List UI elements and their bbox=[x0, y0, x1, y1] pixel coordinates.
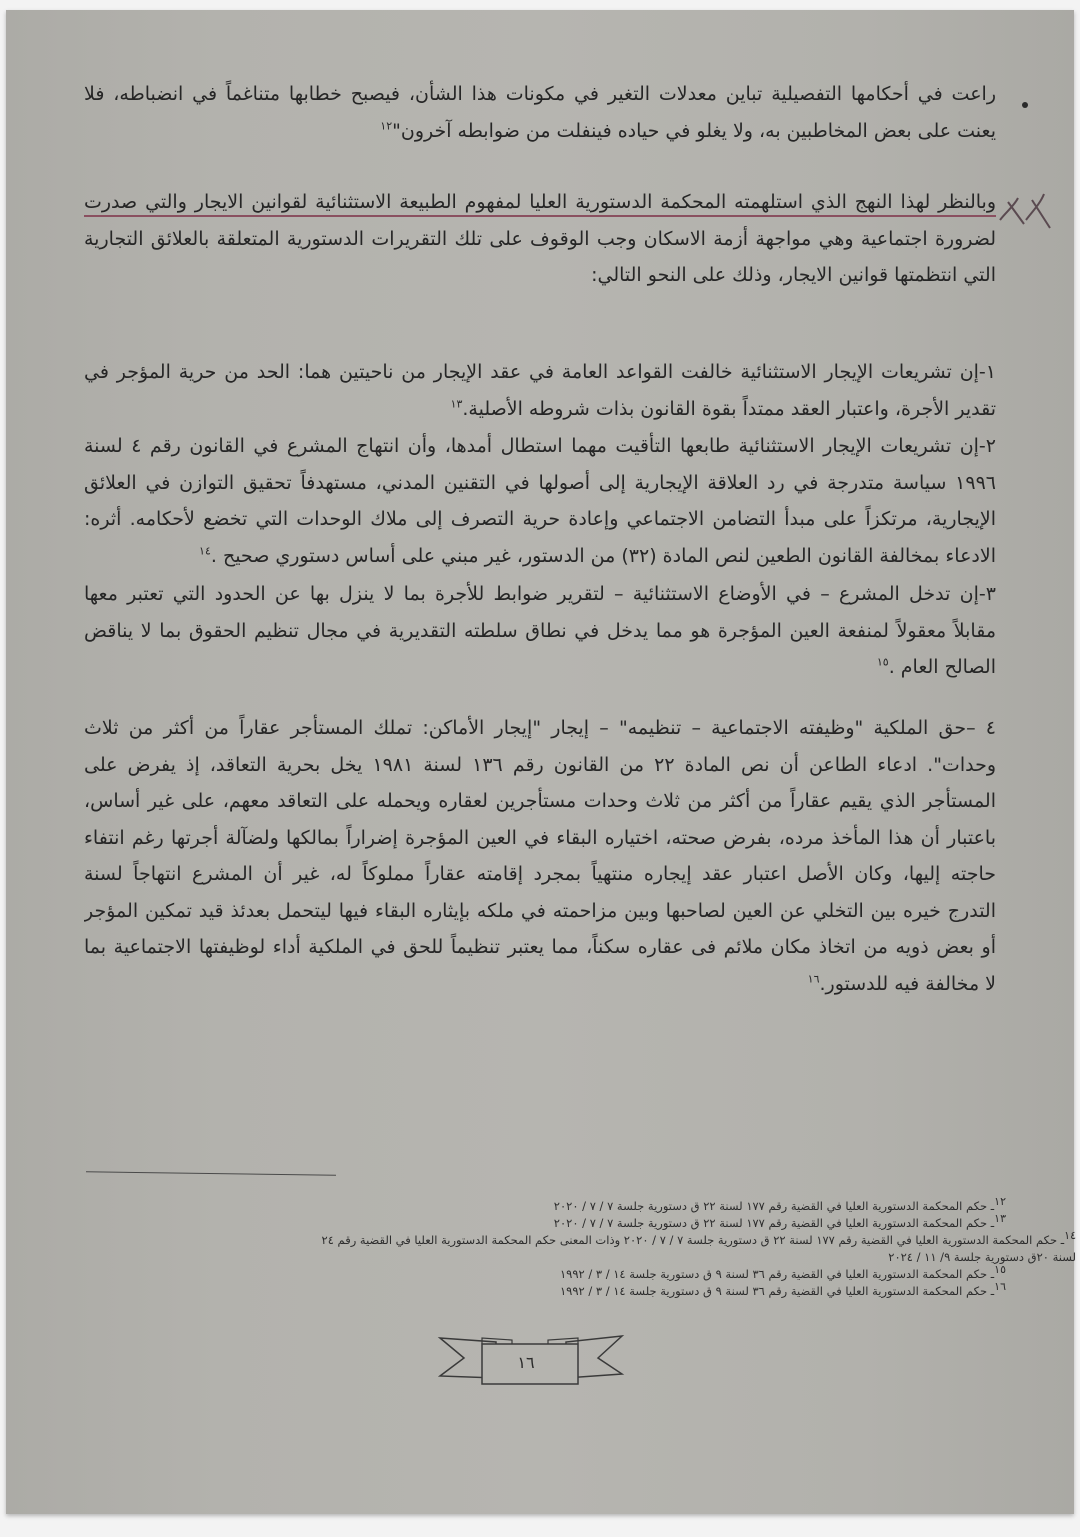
page-number: ١٦ bbox=[517, 1353, 535, 1372]
footnote: $^{١٤}$ـ حكم المحكمة الدستورية العليا في القضية رقم ١٧٧ لسنة ٢٢ ق دستورية جلسة ٧ / ٧ / ٢٠٢٠ وذات المعنى حكم المحكمة الدستورية العليا في القضية رقم ٢٤ bbox=[321, 1229, 1076, 1247]
document-page bbox=[6, 10, 1074, 1514]
text-line: ٤ –حق الملكية "وظيفته الاجتماعية – تنظيمه" – إيجار "إيجار الأماكن: تملك المستأجر عقاراً من أكثر من ثلاث bbox=[84, 717, 996, 739]
text-line: باعتبار أن هذا المأخذ مرده، بفرض صحته، اختياره البقاء في العين المؤجرة إضراراً بمالكها ولضآلة أجرتها رغم انتفاء bbox=[84, 826, 996, 849]
text-line: مقابلاً معقولاً لمنفعة العين المؤجرة هو مما يدخل في نطاق سلطته التقديرية في مجال تنظيم الحقوق بما لا يناقض bbox=[84, 619, 996, 642]
footnote-separator bbox=[86, 1171, 336, 1175]
list-item-4 bbox=[84, 710, 996, 1002]
text-line: أو بعض ذويه من اتخاذ مكان ملائم فى عقاره سكناً، مما يعتبر تنظيماً للحق في الملكية أداء لوظيفتها الاجتماعية بما bbox=[84, 936, 996, 958]
text-line: الصالح العام .$^{١٥}$ bbox=[876, 655, 996, 678]
text-line: يعنت على بعض المخاطبين به، ولا يغلو في حياده فينفلت من ضوابطه آخرون"$^{١٢}$ bbox=[380, 119, 996, 142]
text-line: وبالنظر لهذا النهج الذي استلهمته المحكمة الدستورية العليا لمفهوم الطبيعة الاستثنائية لقوانين الايجار والتي صدرت bbox=[84, 184, 996, 221]
handwritten-mark-icon bbox=[996, 190, 1056, 234]
footnotes bbox=[321, 1195, 1076, 1300]
text-line: ٣-إن تدخل المشرع – في الأوضاع الاستثنائية – لتقرير ضوابط للأجرة بما لا ينزل بها عن الحدود التي تعتبر معها bbox=[84, 583, 996, 605]
text-line: ١٩٩٦ سياسة متدرجة في رد العلاقة الإيجارية إلى أصولها في التقنين المدني، مستهدفاً تحقيق التوازن في العلائق bbox=[84, 471, 996, 494]
footnote: $^{١٢}$ـ حكم المحكمة الدستورية العليا في القضية رقم ١٧٧ لسنة ٢٢ ق دستورية جلسة ٧ / ٧ / ٢٠٢٠ bbox=[553, 1195, 1006, 1213]
text-line: ٢-إن تشريعات الإيجار الاستثنائية طابعها التأقيت مهما استطال أمدها، وأن انتهاج المشرع في القانون رقم ٤ لسنة bbox=[84, 435, 996, 457]
text-line: راعت في أحكامها التفصيلية تباين معدلات التغير في مكونات هذا الشأن، فيصبح خطابها متناغماً في انضباطه، فلا bbox=[84, 83, 996, 105]
text-line: حاجته إليها، وكان الأصل اعتبار عقد إيجاره منتهياً بمجرد إقامته عقاراً مملوكاً له، غير أن المشرع انتهاجاً لسنة bbox=[84, 863, 996, 885]
footnote: $^{١٥}$ـ حكم المحكمة الدستورية العليا في القضية رقم ٣٦ لسنة ٩ ق دستورية جلسة ١٤ / ٣ / ١٩٩٢ bbox=[559, 1263, 1006, 1281]
text-line: الإيجارية، مرتكزاً على مبدأ التضامن الاجتماعي وإعادة حرية التصرف إلى ملاك الوحدات التي تخضع لأحكامه. أثره: bbox=[84, 508, 996, 530]
footnote-ref: ١٣ bbox=[450, 397, 463, 411]
text-line: الادعاء بمخالفة القانون الطعين لنص المادة (٣٢) من الدستور، غير مبني على أساس دستوري صحيح .$^{١٤}$ bbox=[199, 544, 996, 567]
footnote: $^{١٣}$ـ حكم المحكمة الدستورية العليا في القضية رقم ١٧٧ لسنة ٢٢ ق دستورية جلسة ٧ / ٧ / ٢٠٢٠ bbox=[553, 1212, 1006, 1230]
footnote-ref: ١٢ bbox=[380, 119, 393, 133]
bullet-dot bbox=[1022, 102, 1028, 108]
list-item-3 bbox=[84, 576, 996, 686]
footnote-ref: ١٥ bbox=[876, 655, 889, 669]
footnote-ref: ١٤ bbox=[199, 544, 211, 558]
text-line: ١-إن تشريعات الإيجار الاستثنائية خالفت القواعد العامة في عقد الإيجار من ناحيتين هما: الحد من حرية المؤجر في bbox=[84, 361, 996, 383]
footnote-continuation: لسنة ٢٠ق دستورية جلسة ٩/ ١١ / ٢٠٢٤ bbox=[888, 1250, 1076, 1264]
text-line: تقدير الأجرة، واعتبار العقد ممتداً بقوة القانون بذات شروطه الأصلية.$^{١٣}$ bbox=[450, 397, 996, 420]
text-line: لا مخالفة فيه للدستور.$^{١٦}$ bbox=[807, 972, 996, 995]
footnote: $^{١٦}$ـ حكم المحكمة الدستورية العليا في القضية رقم ٣٦ لسنة ٩ ق دستورية جلسة ١٤ / ٣ / ١٩٩٢ bbox=[559, 1280, 1006, 1298]
list-item-1 bbox=[84, 354, 996, 427]
text-line: لضرورة اجتماعية وهي مواجهة أزمة الاسكان وجب الوقوف على تلك التقريرات الدستورية المتعلقة بالعلائق التجارية bbox=[84, 227, 996, 250]
text-line: وحدات". ادعاء الطاعن أن نص المادة ٢٢ من القانون رقم ١٣٦ لسنة ١٩٨١ يخل بحرية التعاقد، إذ يفرض على bbox=[84, 753, 996, 776]
continuation-paragraph bbox=[84, 76, 996, 149]
list-item-2 bbox=[84, 428, 996, 574]
footnote-ref: ١٦ bbox=[807, 972, 820, 986]
text-line: المستأجر الذي يقيم عقاراً من أكثر من ثلاث وحدات مستأجرين لعقاره ويحمله على التعاقد معهم، على غير أساس، bbox=[84, 790, 996, 812]
text-line: التدرج خيره بين التخلي عن العين لصاحبها وبين مزاحمته في ملكه بإيثاره البقاء فيها ليتحمل بعدئذ قيد تمكين المؤجر bbox=[84, 899, 996, 922]
page-number-ribbon bbox=[436, 1332, 626, 1392]
text-line: التي انتظمتها قوانين الايجار، وذلك على النحو التالي: bbox=[591, 264, 996, 286]
intro-paragraph bbox=[84, 184, 996, 294]
